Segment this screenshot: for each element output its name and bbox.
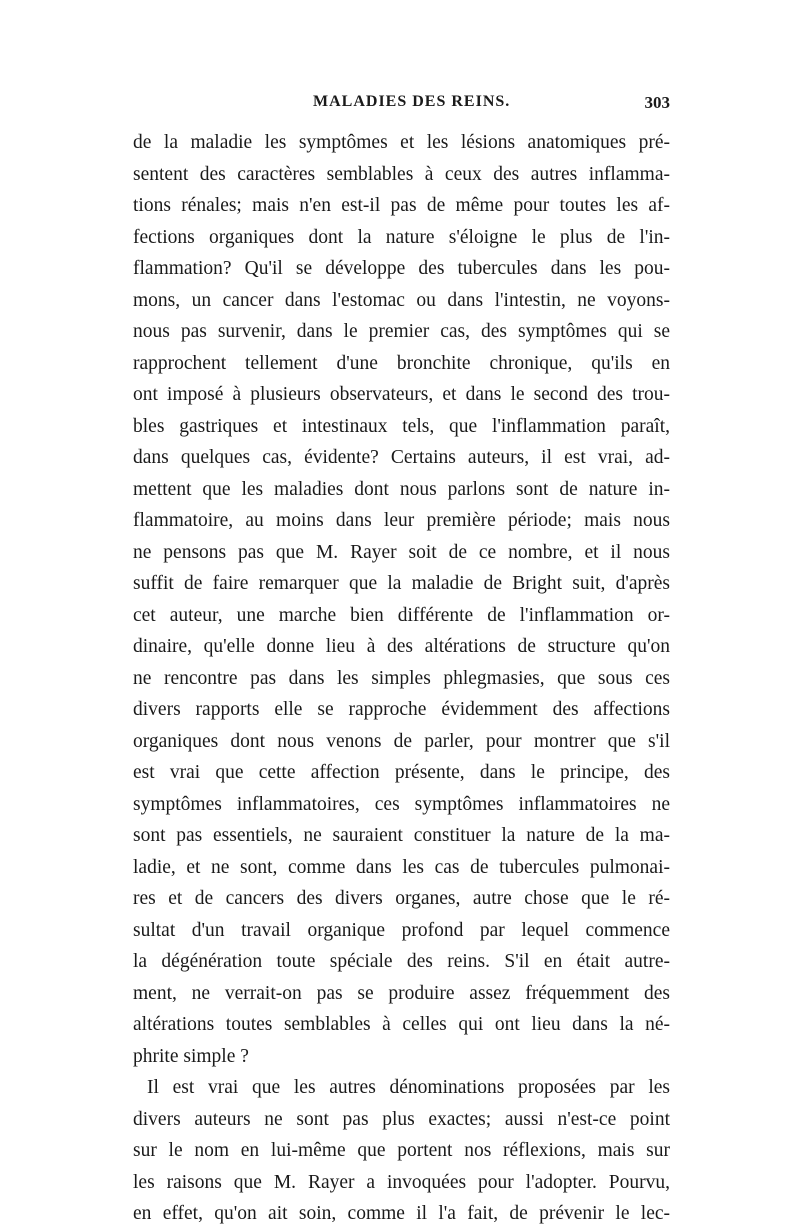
text-line: mons, un cancer dans l'estomac ou dans l'intestin, ne voyons- [133, 289, 670, 311]
text-line: rapprochent tellement d'une bronchite chronique, qu'ils en [133, 352, 670, 374]
text-line: dinaire, qu'elle donne lieu à des altérations de structure qu'on [133, 636, 670, 657]
text-line: la dégénération toute spéciale des reins. S'il en était autre- [133, 951, 670, 972]
text-line: ne rencontre pas dans les simples phlegmasies, que sous ces [133, 667, 670, 689]
text-line: tions rénales; mais n'en est-il pas de même pour toutes les af- [133, 195, 670, 216]
text-line: res et de cancers des divers organes, autre chose que le ré- [133, 888, 670, 909]
text-line: en effet, qu'on ait soin, comme il l'a fait, de prévenir le lec- [133, 1203, 670, 1224]
text-line: organiques dont nous venons de parler, pour montrer que s'il [133, 730, 670, 752]
text-line: ne pensons pas que M. Rayer soit de ce nombre, et il nous [133, 541, 670, 563]
text-line: sentent des caractères semblables à ceux des autres inflamma- [133, 163, 670, 185]
text-line: de la maladie les symptômes et les lésions anatomiques pré- [133, 132, 670, 153]
text-line: nous pas survenir, dans le premier cas, des symptômes qui se [133, 321, 670, 342]
text-line: fections organiques dont la nature s'éloigne le plus de l'in- [133, 226, 670, 248]
text-line: ladie, et ne sont, comme dans les cas de tubercules pulmonai- [133, 856, 670, 878]
text-line: cet auteur, une marche bien différente de l'inflammation or- [133, 604, 670, 626]
paragraph-end-line: phrite simple ? [133, 1045, 249, 1067]
text-line: mettent que les maladies dont nous parlons sont de nature in- [133, 478, 670, 500]
text-line: les raisons que M. Rayer a invoquées pour l'adopter. Pourvu, [133, 1171, 670, 1193]
text-line: sont pas essentiels, ne sauraient constituer la nature de la ma- [133, 825, 670, 846]
text-line: sultat d'un travail organique profond par lequel commence [133, 919, 670, 941]
text-line: est vrai que cette affection présente, dans le principe, des [133, 762, 670, 783]
text-line: dans quelques cas, évidente? Certains auteurs, il est vrai, ad- [133, 447, 670, 468]
text-line: altérations toutes semblables à celles qui ont lieu dans la né- [133, 1014, 670, 1035]
text-line: flammatoire, au moins dans leur première période; mais nous [133, 510, 670, 531]
text-line: symptômes inflammatoires, ces symptômes inflammatoires ne [133, 793, 670, 815]
text-line: flammation? Qu'il se développe des tubercules dans les pou- [133, 258, 670, 279]
text-line: divers auteurs ne sont pas plus exactes; aussi n'est-ce point [133, 1108, 670, 1130]
text-line: ment, ne verrait-on pas se produire assez fréquemment des [133, 982, 670, 1004]
text-line: ont imposé à plusieurs observateurs, et dans le second des trou- [133, 384, 670, 405]
running-head [133, 93, 670, 119]
text-line: bles gastriques et intestinaux tels, que l'inflammation paraît, [133, 415, 670, 437]
page-number: 303 [644, 93, 670, 112]
text-line: divers rapports elle se rapproche évidemment des affections [133, 699, 670, 720]
body-text [133, 127, 670, 1230]
text-line: suffit de faire remarquer que la maladie de Bright suit, d'après [133, 573, 670, 594]
text-line: sur le nom en lui-même que portent nos réflexions, mais sur [133, 1140, 670, 1161]
running-title: MALADIES DES REINS. [313, 93, 511, 110]
paragraph-start-line: Il est vrai que les autres dénominations proposées par les [147, 1077, 670, 1098]
